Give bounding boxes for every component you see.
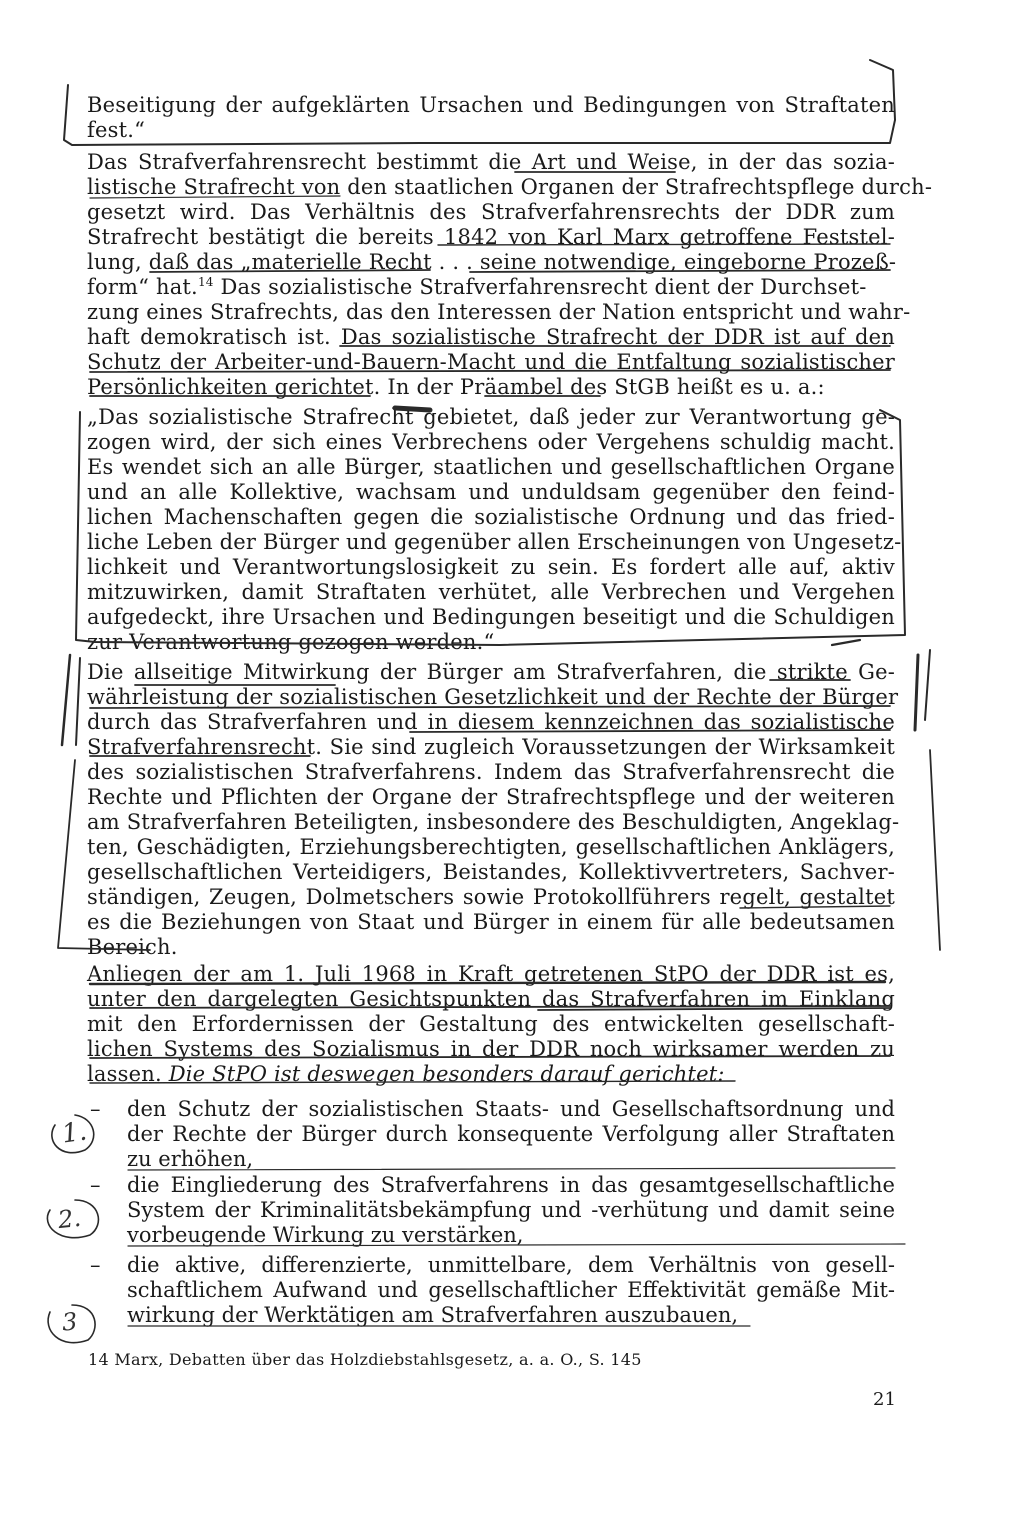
body-text: lassen. (87, 1062, 169, 1086)
body-line: Das Strafverfahrensrecht bestimmt die Art und Weise, in der das sozia- (87, 150, 895, 174)
quote-line: mitzuwirken, damit Straftaten verhütet, alle Verbrechen und Vergehen (87, 580, 895, 604)
quote-line: zogen wird, der sich eines Verbrechens oder Vergehens schuldig macht. (87, 430, 895, 454)
bullet-line: zu erhöhen, (127, 1147, 254, 1171)
body-line: Strafverfahrensrecht. Sie sind zugleich Voraussetzungen der Wirksamkeit (87, 735, 895, 759)
quote-line: lichen Machenschaften gegen die sozialistische Ordnung und das fried- (87, 505, 895, 529)
body-line: gesellschaftlichen Verteidigers, Beistandes, Kollektivvertreters, Sachver- (87, 860, 895, 884)
body-line: Persönlichkeiten gerichtet. In der Präambel des StGB heißt es u. a.: (87, 375, 825, 399)
body-line: durch das Strafverfahren und in diesem kennzeichnen das sozialistische (87, 710, 895, 734)
body-line: am Strafverfahren Beteiligten, insbesondere des Beschuldigten, Angeklag- (87, 810, 900, 834)
body-line: unter den dargelegten Gesichtspunkten das Strafverfahren im Einklang (87, 987, 895, 1011)
quote-line: lichkeit und Verantwortungslosigkeit zu sein. Es fordert alle auf, aktiv (87, 555, 895, 579)
bullet-dash: – (90, 1253, 101, 1277)
bullet-dash: – (90, 1097, 101, 1121)
footnote-reference: 14 (197, 275, 214, 289)
quote-line: liche Leben der Bürger und gegenüber allen Erscheinungen von Ungesetz- (87, 530, 902, 554)
bullet-line: der Rechte der Bürger durch konsequente Verfolgung aller Straftaten (127, 1122, 895, 1146)
margin-note-2: 2. (56, 1203, 83, 1235)
body-line: gesetzt wird. Das Verhältnis des Strafverfahrensrechts der DDR zum (87, 200, 895, 224)
body-line: ten, Geschädigten, Erziehungsberechtigten, gesellschaftlichen Anklägers, (87, 835, 895, 859)
body-text: Das sozialistische Strafverfahrensrecht dient der Durchset- (213, 275, 867, 299)
bullet-line: die Eingliederung des Strafverfahrens in das gesamtgesellschaftliche (127, 1173, 895, 1197)
quote-line: Es wendet sich an alle Bürger, staatlichen und gesellschaftlichen Organe (87, 455, 895, 479)
footnote: 14 Marx, Debatten über das Holzdiebstahlsgesetz, a. a. O., S. 145 (88, 1350, 642, 1369)
quote-line: „Das sozialistische Strafrecht gebietet, daß jeder zur Verantwortung ge- (87, 405, 895, 429)
bullet-line: schaftlichem Aufwand und gesellschaftlicher Effektivität gemäße Mit- (127, 1278, 895, 1302)
bullet-line: die aktive, differenzierte, unmittelbare, dem Verhältnis von gesell- (127, 1253, 895, 1277)
margin-note-3: 3 (60, 1307, 79, 1337)
quote-line: aufgedeckt, ihre Ursachen und Bedingungen beseitigt und die Schuldigen (87, 605, 895, 629)
page-number: 21 (873, 1389, 896, 1410)
body-line: Anliegen der am 1. Juli 1968 in Kraft getretenen StPO der DDR ist es, (87, 962, 895, 986)
body-line: zung eines Strafrechts, das den Interessen der Nation entspricht und wahr- (87, 300, 911, 324)
body-line: lichen Systems des Sozialismus in der DDR noch wirksamer werden zu (87, 1037, 895, 1061)
body-line: Bereich. (87, 935, 178, 959)
body-line: währleistung der sozialistischen Gesetzlichkeit und der Rechte der Bürger (87, 685, 899, 709)
body-line: haft demokratisch ist. Das sozialistische Strafrecht der DDR ist auf den (87, 325, 895, 349)
body-line: Strafrecht bestätigt die bereits 1842 von Karl Marx getroffene Feststel- (87, 225, 895, 249)
body-line: des sozialistischen Strafverfahrens. Indem das Strafverfahrensrecht die (87, 760, 895, 784)
bullet-line: System der Kriminalitätsbekämpfung und -verhütung und damit seine (127, 1198, 895, 1222)
intro-line: Beseitigung der aufgeklärten Ursachen und Bedingungen von Straftaten (87, 93, 895, 117)
bullet-line: vorbeugende Wirkung zu verstärken, (127, 1223, 524, 1247)
bullet-dash: – (90, 1173, 101, 1197)
body-line: Schutz der Arbeiter-und-Bauern-Macht und die Entfaltung sozialistischer (87, 350, 895, 374)
body-line: es die Beziehungen von Staat und Bürger in einem für alle bedeutsamen (87, 910, 895, 934)
body-line-with-footnote (87, 275, 895, 300)
intro-line: fest.“ (87, 118, 146, 142)
bullet-line: den Schutz der sozialistischen Staats- und Gesellschaftsordnung und (127, 1097, 895, 1121)
body-line: lung, daß das „materielle Recht . . . seine notwendige, eingeborne Prozeß- (87, 250, 897, 274)
body-line: mit den Erfordernissen der Gestaltung des entwickelten gesellschaft- (87, 1012, 895, 1036)
margin-note-1: 1. (60, 1116, 89, 1150)
body-line: Die allseitige Mitwirkung der Bürger am Strafverfahren, die strikte Ge- (87, 660, 895, 684)
bullet-line: wirkung der Werktätigen am Strafverfahren auszubauen, (127, 1303, 739, 1327)
body-text: form“ hat. (87, 275, 198, 299)
quote-line: und an alle Kollektive, wachsam und unduldsam gegenüber den feind- (87, 480, 895, 504)
lead-in-italic: Die StPO ist deswegen besonders darauf gerichtet: (168, 1062, 725, 1086)
body-line: ständigen, Zeugen, Dolmetschers sowie Protokollführers regelt, gestaltet (87, 885, 895, 909)
body-line: listische Strafrecht von den staatlichen Organen der Strafrechtspflege durch- (87, 175, 933, 199)
body-line-lead-in (87, 1062, 895, 1087)
quote-line: zur Verantwortung gezogen werden.“ (87, 630, 495, 654)
body-line: Rechte und Pflichten der Organe der Strafrechtspflege und der weiteren (87, 785, 895, 809)
